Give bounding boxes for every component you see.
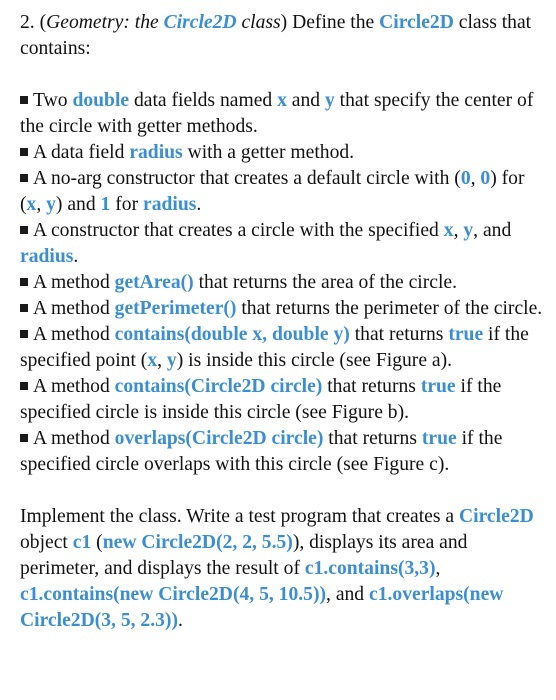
text-run: with a getter method. <box>182 142 355 163</box>
code-term: x <box>147 350 158 371</box>
text-run: , <box>435 558 441 579</box>
list-item <box>20 88 550 140</box>
code-term: true <box>420 376 456 397</box>
code-term: y <box>166 350 177 371</box>
heading-number: 2. ( <box>20 12 47 33</box>
text-run: data fields named <box>129 90 278 111</box>
square-bullet-icon <box>20 434 28 442</box>
text-run: ( <box>91 532 103 553</box>
text-run: A method <box>33 298 115 319</box>
code-term: new Circle2D(2, 2, 5.5) <box>102 532 293 553</box>
spacer <box>20 62 550 88</box>
code-term: x <box>443 220 454 241</box>
exercise-text <box>20 10 550 634</box>
square-bullet-icon <box>20 148 28 156</box>
square-bullet-icon <box>20 304 28 312</box>
text-run: , <box>453 220 464 241</box>
text-run: ) for ( <box>20 168 525 215</box>
square-bullet-icon <box>20 278 28 286</box>
square-bullet-icon <box>20 174 28 182</box>
heading-tail: class that contains: <box>20 12 532 59</box>
square-bullet-icon <box>20 330 28 338</box>
spacer <box>20 478 550 504</box>
text-run: A data field <box>33 142 130 163</box>
code-term: 0 <box>460 168 471 189</box>
text-run: and <box>286 90 325 111</box>
code-term: Circle2D <box>459 506 534 527</box>
code-term: radius <box>143 194 197 215</box>
code-term: y <box>46 194 56 215</box>
heading-close: ) Define the <box>280 12 380 33</box>
code-term: x <box>277 90 287 111</box>
code-term: y <box>463 220 474 241</box>
code-term: c1.overlaps(new Circle2D(3, 5, 2.3)) <box>20 584 504 631</box>
code-term: 1 <box>100 194 111 215</box>
code-term: getArea() <box>114 272 194 293</box>
text-run: that returns the perimeter of the circle. <box>236 298 543 319</box>
list-item <box>20 270 550 296</box>
code-term: getPerimeter() <box>114 298 237 319</box>
code-term: x <box>26 194 37 215</box>
heading-topic: Geometry: the <box>46 12 164 33</box>
code-term: radius <box>129 142 183 163</box>
code-term: c1.contains(new Circle2D(4, 5, 10.5)) <box>20 584 327 605</box>
text-run: . <box>73 246 79 267</box>
code-term: true <box>448 324 484 345</box>
text-run: , and <box>473 220 512 241</box>
text-run: that returns <box>349 324 449 345</box>
text-run: , <box>36 194 47 215</box>
closing-paragraph <box>20 504 550 634</box>
code-term: contains(double x, double y) <box>114 324 350 345</box>
text-run: , and <box>326 584 370 605</box>
code-term: y <box>324 90 335 111</box>
list-item <box>20 322 550 374</box>
code-term: 0 <box>480 168 491 189</box>
text-run: Two <box>33 90 73 111</box>
text-run: for <box>110 194 143 215</box>
code-term: c1 <box>72 532 92 553</box>
text-run: A method <box>33 324 115 345</box>
list-item <box>20 166 550 218</box>
list-item <box>20 374 550 426</box>
text-run: . <box>196 194 202 215</box>
text-run: if the specified circle is inside this circle (see Figure b). <box>20 376 502 423</box>
square-bullet-icon <box>20 96 28 104</box>
text-run: ), displays its area and perimeter, and displays the result of <box>20 532 468 579</box>
text-run: Implement the class. Write a test program that creates a <box>20 506 459 527</box>
code-term: c1.contains(3,3) <box>304 558 436 579</box>
text-run: , <box>470 168 481 189</box>
text-run: A no-arg constructor that creates a default circle with ( <box>33 168 461 189</box>
code-term: radius <box>20 246 74 267</box>
text-run: that returns the area of the circle. <box>193 272 457 293</box>
text-run: that specify the center of the circle with getter methods. <box>20 90 534 137</box>
list-item <box>20 296 550 322</box>
text-run: A constructor that creates a circle with the specified <box>33 220 444 241</box>
list-item <box>20 140 550 166</box>
code-term: double <box>72 90 130 111</box>
square-bullet-icon <box>20 226 28 234</box>
code-term: overlaps(Circle2D circle) <box>114 428 324 449</box>
text-run: if the specified circle overlaps with this circle (see Figure c). <box>20 428 503 475</box>
text-run: that returns <box>323 428 422 449</box>
text-run: A method <box>33 428 115 449</box>
heading-class-name: Circle2D <box>163 12 237 33</box>
list-item <box>20 218 550 270</box>
heading-class-suffix: class <box>236 12 281 33</box>
heading-class-name-2: Circle2D <box>379 12 454 33</box>
text-run: A method <box>33 272 115 293</box>
bullet-list <box>20 88 550 478</box>
text-run: object <box>20 532 73 553</box>
text-run: if the specified point ( <box>20 324 529 371</box>
text-run: , <box>157 350 167 371</box>
square-bullet-icon <box>20 382 28 390</box>
text-run: . <box>177 610 183 631</box>
exercise-heading <box>20 10 550 62</box>
text-run: ) is inside this circle (see Figure a). <box>176 350 453 371</box>
code-term: contains(Circle2D circle) <box>114 376 323 397</box>
text-run: A method <box>33 376 115 397</box>
code-term: true <box>421 428 457 449</box>
text-run: that returns <box>322 376 421 397</box>
list-item <box>20 426 550 478</box>
text-run: ) and <box>55 194 101 215</box>
